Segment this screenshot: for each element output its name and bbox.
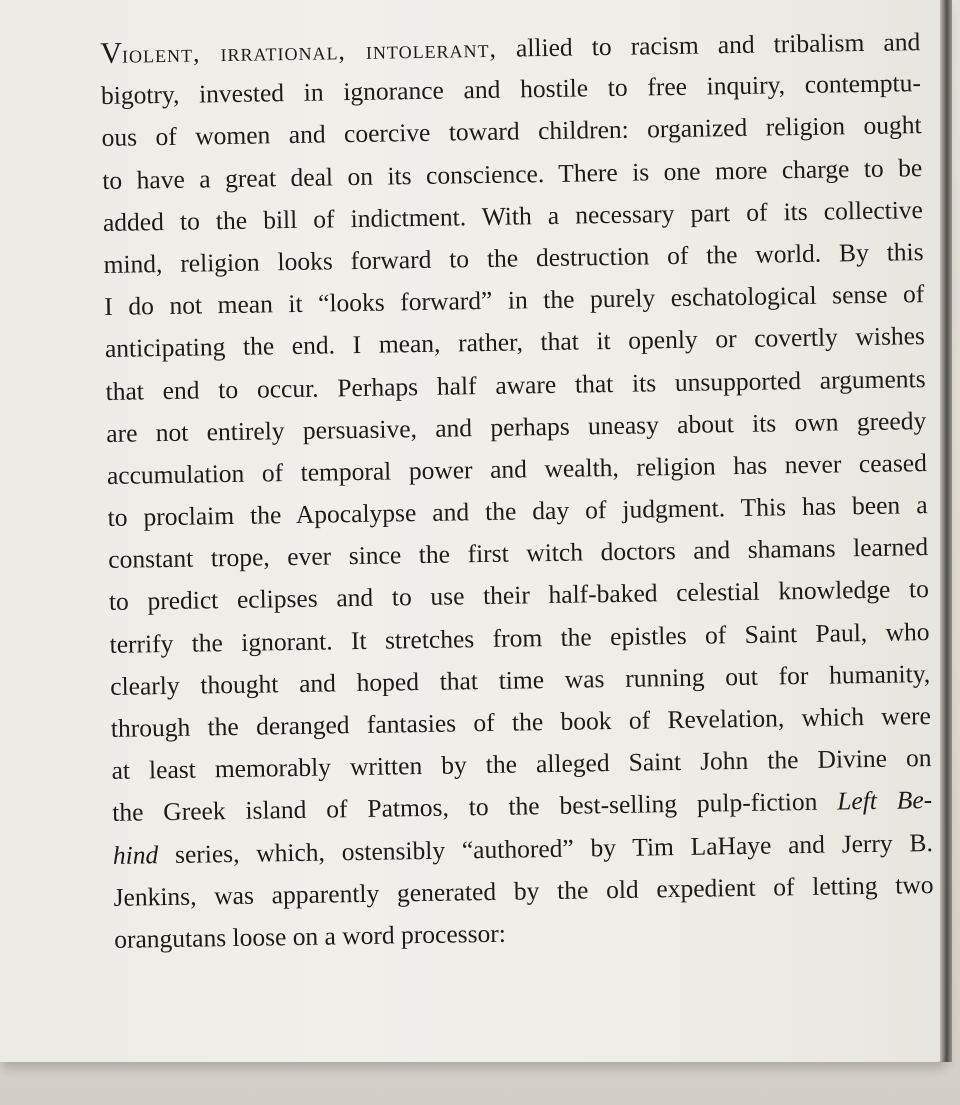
lead-capital: V [100,36,123,70]
lead-small-caps: iolent, irrational, intolerant, [121,33,498,69]
text-line-16: clearly thought and hoped that time was running out for humanity, [110,658,931,701]
text-line-11: accumulation of temporal power and wealth, religion has never ceased [106,447,928,490]
text-line-10: are not entirely persuasive, and perhaps uneasy about its own greedy [106,405,927,448]
text-line-4: to have a great deal on its conscience. There is one more charge to be [102,152,923,195]
text-line-12: to proclaim the Apocalypse and the day of judgment. This has been a [107,490,928,533]
text-line-7: I do not mean it “looks forward” in the purely eschatological sense of [104,279,925,322]
line-text: the Greek island of Patmos, to the best-selling pulp-fiction [112,787,818,828]
text-line-17: through the deranged fantasies of the book of Revelation, which were [110,701,932,743]
text-line-14: to predict eclipses and to use their half-baked celestial knowledge to [108,574,930,617]
text-line-6: mind, religion looks forward to the destruction of the world. By this [103,237,924,279]
italic-title-part: Left Be- [817,785,933,817]
text-line-8: anticipating the end. I mean, rather, that it openly or covertly wishes [104,321,926,364]
text-line-21: Jenkins, was apparently generated by the old expedient of letting two [113,869,934,912]
line-text: series, which, ostensibly “authored” by Tim LaHaye and Jerry B. [158,827,934,869]
text-line-18: at least memorably written by the alleged Saint John the Divine on [111,743,932,786]
text-line-15: terrify the ignorant. It stretches from the epistles of Saint Paul, who [109,616,930,659]
page-spine-shadow [940,0,952,1062]
text-line-5: added to the bill of indictment. With a necessary part of its collective [102,194,924,237]
body-paragraph [100,20,934,961]
italic-title-part: hind [112,839,159,870]
text-line-9: that end to occur. Perhaps half aware that its unsupported arguments [105,363,926,406]
text-line-13: constant trope, ever since the first witch doctors and shamans learned [108,532,929,575]
line-text: allied to racism and tribalism and [496,27,921,63]
text-line-22: orangutans loose on a word processor: [114,918,507,954]
text-line-3: ous of women and coercive toward children: organized religion ought [101,110,922,153]
text-line-2: bigotry, invested in ignorance and hostile to free inquiry, contemptu- [100,68,922,111]
